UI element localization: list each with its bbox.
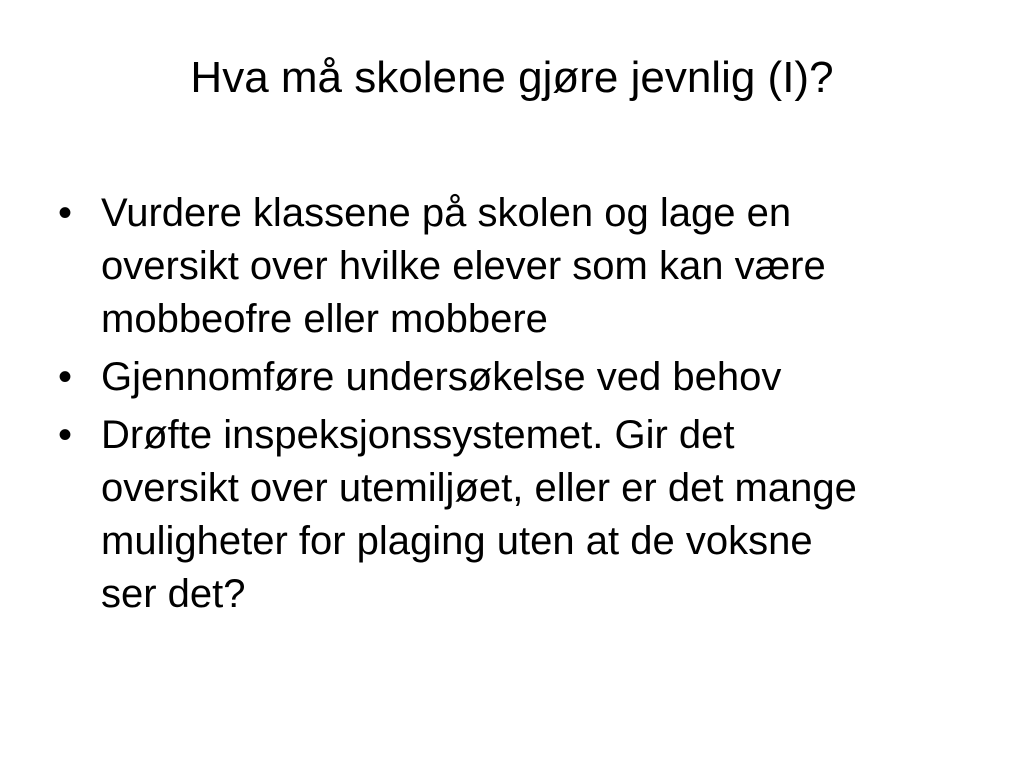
bullet-text xyxy=(101,409,988,621)
bullet-item xyxy=(58,351,988,404)
bullet-line: mobbeofre eller mobbere xyxy=(101,297,548,341)
bullet-list xyxy=(58,187,988,626)
bullet-item xyxy=(58,409,988,621)
bullet-line: oversikt over hvilke elever som kan være xyxy=(101,244,826,288)
bullet-line: Vurdere klassene på skolen og lage en xyxy=(101,191,792,235)
bullet-icon: • xyxy=(58,413,73,457)
slide-title: Hva må skolene gjøre jevnlig (I)? xyxy=(190,53,834,102)
bullet-line: oversikt over utemiljøet, eller er det mange xyxy=(101,466,857,510)
bullet-line: ser det? xyxy=(101,572,246,616)
bullet-icon: • xyxy=(58,191,73,235)
bullet-line: Drøfte inspeksjonssystemet. Gir det xyxy=(101,413,735,457)
bullet-item xyxy=(58,187,988,346)
bullet-icon: • xyxy=(58,355,73,399)
bullet-line: Gjennomføre undersøkelse ved behov xyxy=(101,355,782,399)
bullet-line: muligheter for plaging uten at de voksne xyxy=(101,519,813,563)
bullet-text xyxy=(101,187,988,346)
bullet-text xyxy=(101,351,988,404)
